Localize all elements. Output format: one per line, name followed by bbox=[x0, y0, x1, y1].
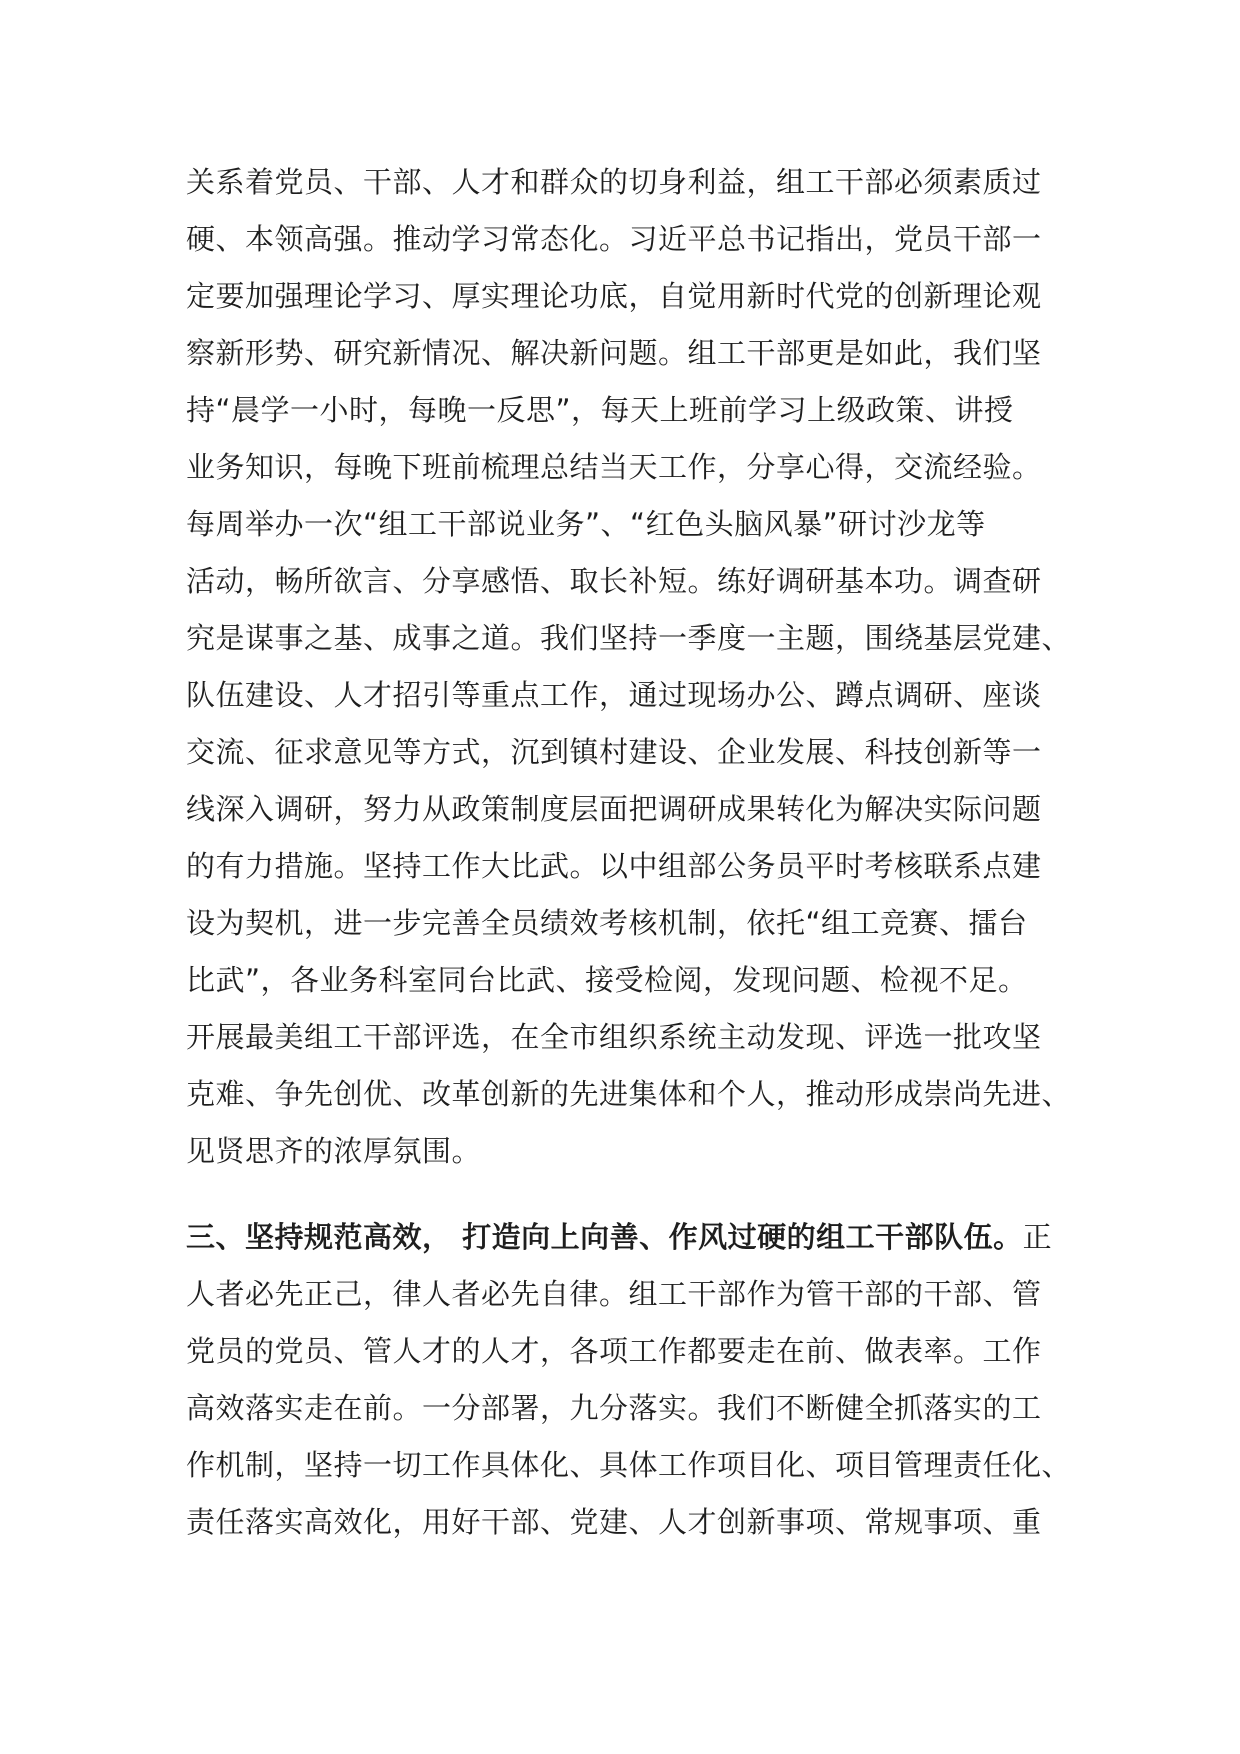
text-line: 定要加强理论学习、厚实理论功底，自觉用新时代党的创新理论观 bbox=[186, 279, 1042, 313]
text-line: 人者必先正己，律人者必先自律。组工干部作为管干部的干部、管 bbox=[186, 1277, 1042, 1311]
text-line: 开展最美组工干部评选，在全市组织系统主动发现、评选一批攻坚 bbox=[186, 1020, 1042, 1054]
text-line: 克难、争先创优、改革创新的先进集体和个人，推动形成崇尚先进、 bbox=[186, 1077, 1072, 1111]
text-line: 业务知识，每晚下班前梳理总结当天工作，分享心得，交流经验。 bbox=[186, 450, 1042, 484]
body-paragraph bbox=[186, 154, 1072, 1180]
text-line: 究是谋事之基、成事之道。我们坚持一季度一主题，围绕基层党建、 bbox=[186, 621, 1072, 655]
text-line: 作机制，坚持一切工作具体化、具体工作项目化、项目管理责任化、 bbox=[186, 1448, 1072, 1482]
text-line: 察新形势、研究新情况、解决新问题。组工干部更是如此，我们坚 bbox=[186, 336, 1042, 370]
text-line: 硬、本领高强。推动学习常态化。习近平总书记指出，党员干部一 bbox=[186, 222, 1042, 256]
text-line: 活动，畅所欲言、分享感悟、取长补短。练好调研基本功。调查研 bbox=[186, 564, 1042, 598]
text-line: 见贤思齐的浓厚氛围。 bbox=[186, 1134, 482, 1168]
text-line: 每周举办一次“组工干部说业务”、“红色头脑风暴”研讨沙龙等 bbox=[186, 507, 986, 541]
heading-line bbox=[186, 1209, 1056, 1266]
text-line: 的有力措施。坚持工作大比武。以中组部公务员平时考核联系点建 bbox=[186, 849, 1042, 883]
section-paragraph bbox=[186, 1209, 1072, 1551]
text-line: 党员的党员、管人才的人才，各项工作都要走在前、做表率。工作 bbox=[186, 1334, 1042, 1368]
heading-line-rest: 正 bbox=[1022, 1220, 1053, 1254]
text-line: 责任落实高效化，用好干部、党建、人才创新事项、常规事项、重 bbox=[186, 1505, 1042, 1539]
text-line: 设为契机，进一步完善全员绩效考核机制，依托“组工竞赛、擂台 bbox=[186, 906, 1028, 940]
text-line: 队伍建设、人才招引等重点工作，通过现场办公、蹲点调研、座谈 bbox=[186, 678, 1042, 712]
text-line: 比武”，各业务科室同台比武、接受检阅，发现问题、检视不足。 bbox=[186, 963, 1028, 997]
text-line: 线深入调研，努力从政策制度层面把调研成果转化为解决实际问题 bbox=[186, 792, 1042, 826]
text-line: 关系着党员、干部、人才和群众的切身利益，组工干部必须素质过 bbox=[186, 165, 1042, 199]
text-line: 持“晨学一小时，每晚一反思”，每天上班前学习上级政策、讲授 bbox=[186, 393, 1014, 427]
text-line: 交流、征求意见等方式，沉到镇村建设、企业发展、科技创新等一 bbox=[186, 735, 1042, 769]
section-heading: 三、坚持规范高效， 打造向上向善、作风过硬的组工干部队伍。 bbox=[186, 1220, 1023, 1254]
text-line: 高效落实走在前。一分部署，九分落实。我们不断健全抓落实的工 bbox=[186, 1391, 1042, 1425]
